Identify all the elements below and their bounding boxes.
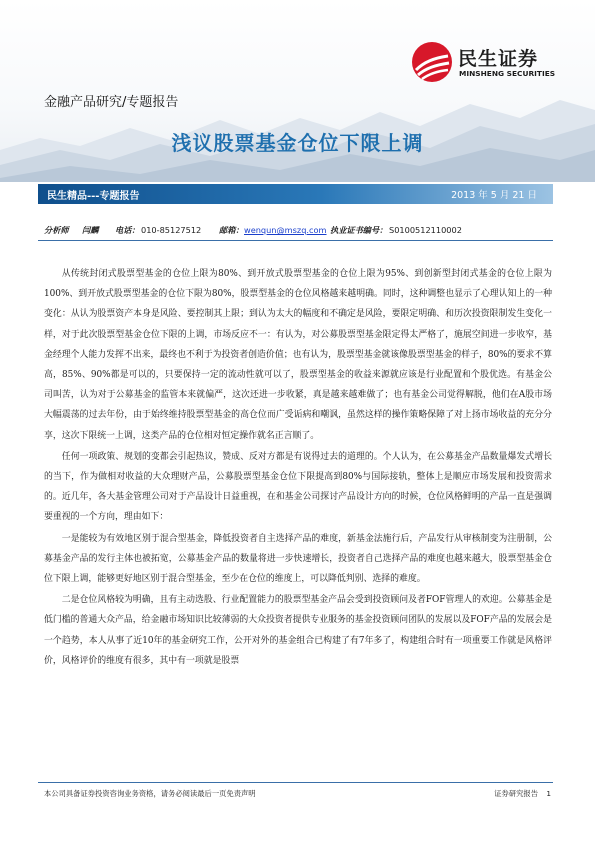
- meta-divider: [38, 240, 553, 241]
- series-label: 民生精品---专题报告: [47, 191, 140, 202]
- report-title: 浅议股票基金仓位下限上调: [171, 131, 424, 155]
- header-banner: [0, 0, 595, 182]
- analyst-label: 分析师: [44, 225, 69, 235]
- footer-divider: [38, 782, 553, 783]
- report-body: [44, 264, 552, 671]
- footer-page-info: [494, 789, 551, 799]
- body-paragraph-1: 从传统封闭式股票型基金的仓位上限为80%、到开放式股票型基金的仓位上限为95%、到创新型封闭式基金的仓位上限为100%、到开放式股票型基金的仓位下限为80%，股票型基金的仓位风格越来越明确。同时，这种调整也显示了心理认知上的一种变化：从认为股票资产本身是风险、要控制其上限；到认为太大的幅度和不确定是风险，要限定明确、和历次投资限制发生变化一样，对于此次股票型基金仓位下限的上调，市场反应不一：有认为，对公募股票型基金限定得太严格了，施展空间进一步收窄，基金经理个人能力发挥不出来，最终也不利于为投资者创造价值；也有认为，股票型基金就该像股票型基金的样子，80%的要求不算高，85%、90%都是可以的，只要保持一定的流动性就可以了，股票型基金的收益来源就应该是行业配置和个股优选。有基金公司叫苦，认为对于公募基金的监管本来就偏严，这次还进一步收紧，真是越来越难做了；也有基金公司觉得解脱，他们在A股市场大幅震荡的过去年份，由于始终维持股票型基金的高仓位而广受诟病和嘲讽，虽然这样的操作策略保障了对上扬市场收益的充分分享，这次下限统一上调，这类产品的仓位相对恒定操作就名正言顺了。: [44, 269, 552, 441]
- cert-label: 执业证书编号：: [330, 225, 388, 235]
- report-category: 金融产品研究/专题报告: [44, 95, 179, 110]
- phone-value: 010-85127512: [141, 225, 202, 235]
- series-band: [38, 184, 553, 204]
- minsheng-logo-mark-icon: [410, 40, 454, 84]
- email-label: 邮箱：: [219, 225, 244, 235]
- email-link[interactable]: wenqun@mszq.com: [244, 225, 327, 235]
- report-date: 2013 年 5 月 21 日: [451, 190, 537, 201]
- footer-label: 证券研究报告: [494, 789, 539, 798]
- cert-number: [389, 225, 462, 235]
- brand-name-cn: 民生证券: [458, 48, 539, 70]
- page-number: 1: [546, 789, 551, 798]
- body-paragraph-3: 一是能较为有效地区别于混合型基金，降低投资者自主选择产品的难度，新基金法施行后，产品发行从审核制变为注册制，公募基金产品的发行主体也被拓宽，公募基金产品的数量将进一步快速增长，投资者自己选择产品的难度也越来越大，股票型基金仓位下限上调，能够更好地区别于混合型基金，至少在仓位的维度上，可以降低判别、选择的难度。: [44, 533, 552, 585]
- minsheng-logo: [410, 40, 560, 84]
- body-paragraph-2: 任何一项政策、规划的变都会引起热议，赞成、反对方都是有说得过去的道理的。个人认为，在公募基金产品数量爆发式增长的当下，作为做相对收益的大众理财产品，公募股票型基金仓位下限提高到80%与国际接轨，整体上是顺应市场发展和投资需求的。近几年，各大基金管理公司对于产品设计日益重视，在和基金公司探讨产品设计方向的时候，仓位风格鲜明的产品一直是强调要重视的一个方向，理由如下：: [44, 451, 552, 523]
- footer-disclaimer: 本公司具备证券投资咨询业务资格，请务必阅读最后一页免责声明: [44, 789, 256, 798]
- body-paragraph-4: 二是仓位风格较为明确，且有主动选股、行业配置能力的股票型基金产品会受到投资顾问及者FOF管理人的欢迎。公募基金是低门槛的普通大众产品，给金融市场知识比较薄弱的大众投资者提供专业服务的基金投资顾问团队的发展以及FOF产品的发展会是一个趋势，本人从事了近10年的基金研究工作，公开对外的基金组合已构建了有7年多了，构建组合时有一项重要工作就是风格评价，风格评价的维度有很多，其中有一项就是股票: [44, 595, 552, 666]
- phone-number: [141, 225, 201, 235]
- analyst-name: 闫麟: [82, 225, 99, 235]
- phone-label: 电话：: [115, 225, 140, 235]
- cert-value: S0100512110002: [389, 225, 462, 235]
- email-address: [244, 225, 327, 235]
- brand-name-en: MINSHENG SECURITIES: [459, 69, 556, 78]
